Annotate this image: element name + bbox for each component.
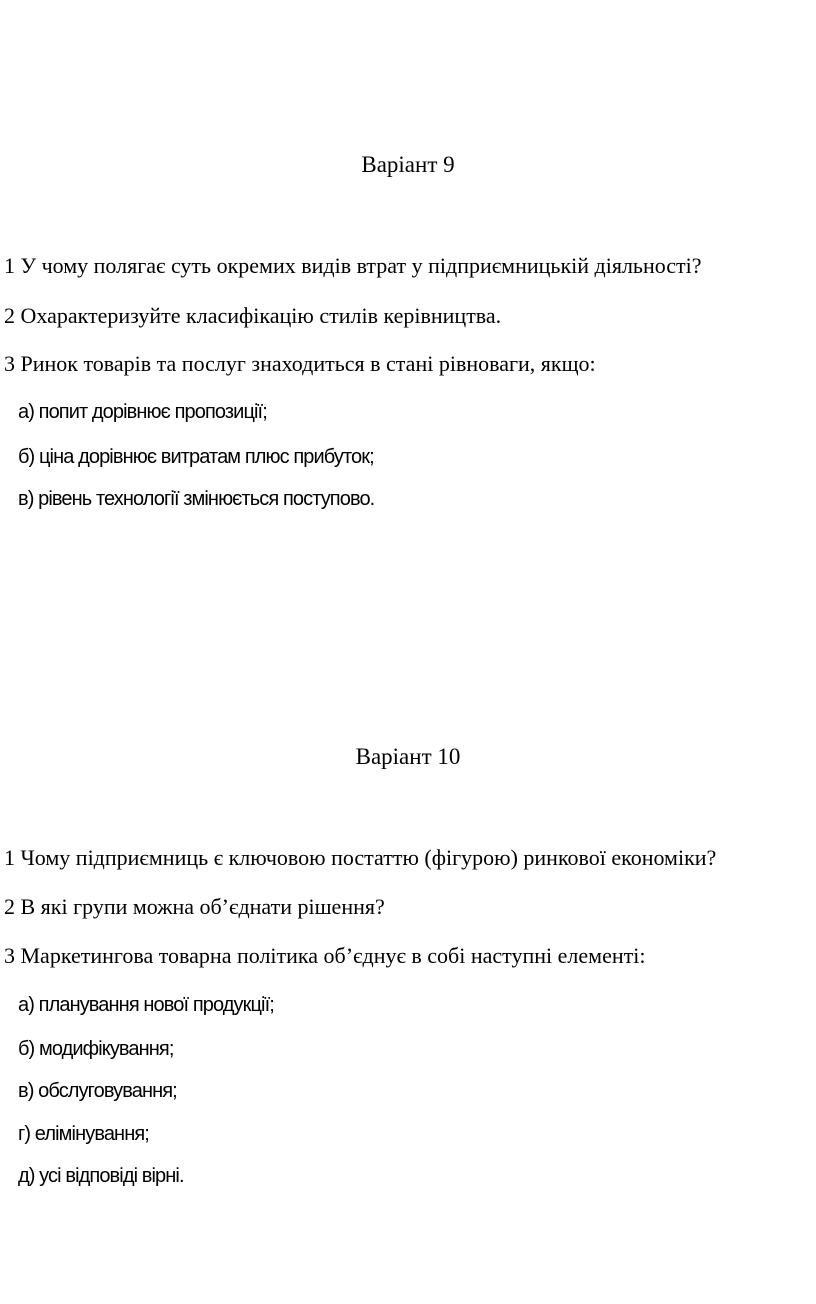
variant-10-option-b: б) модифікування; [18,1038,174,1060]
variant-10-option-e: д) усі відповіді вірні. [18,1165,184,1187]
variant-10-question-2: 2 В які групи можна об’єднати рішення? [4,894,385,919]
variant-10-title: Варіант 10 [355,744,461,769]
variant-10-option-d: г) елімінування; [18,1123,149,1145]
variant-10-question-1: 1 Чому підприємниць є ключовою постаттю (фігурою) ринкової економіки? [4,845,717,870]
variant-9-question-3: 3 Ринок товарів та послуг знаходиться в стані рівноваги, якщо: [4,351,596,376]
variant-9-option-c: в) рівень технології змінюється поступово. [18,488,375,510]
variant-10-option-a: а) планування нової продукції; [18,994,274,1016]
variant-9-option-a: а) попит дорівнює пропозиції; [18,401,267,423]
variant-9-option-b: б) ціна дорівнює витратам плюс прибуток; [18,446,374,468]
variant-9-question-1: 1 У чому полягає суть окремих видів втрат у підприємницькій діяльності? [4,253,702,278]
variant-10-question-3: 3 Маркетингова товарна політика об’єднує в собі наступні елементі: [4,943,646,968]
variant-10-option-c: в) обслуговування; [18,1080,177,1102]
variant-9-title: Варіант 9 [361,152,455,177]
variant-9-question-2: 2 Охарактеризуйте класифікацію стилів керівництва. [4,303,502,328]
